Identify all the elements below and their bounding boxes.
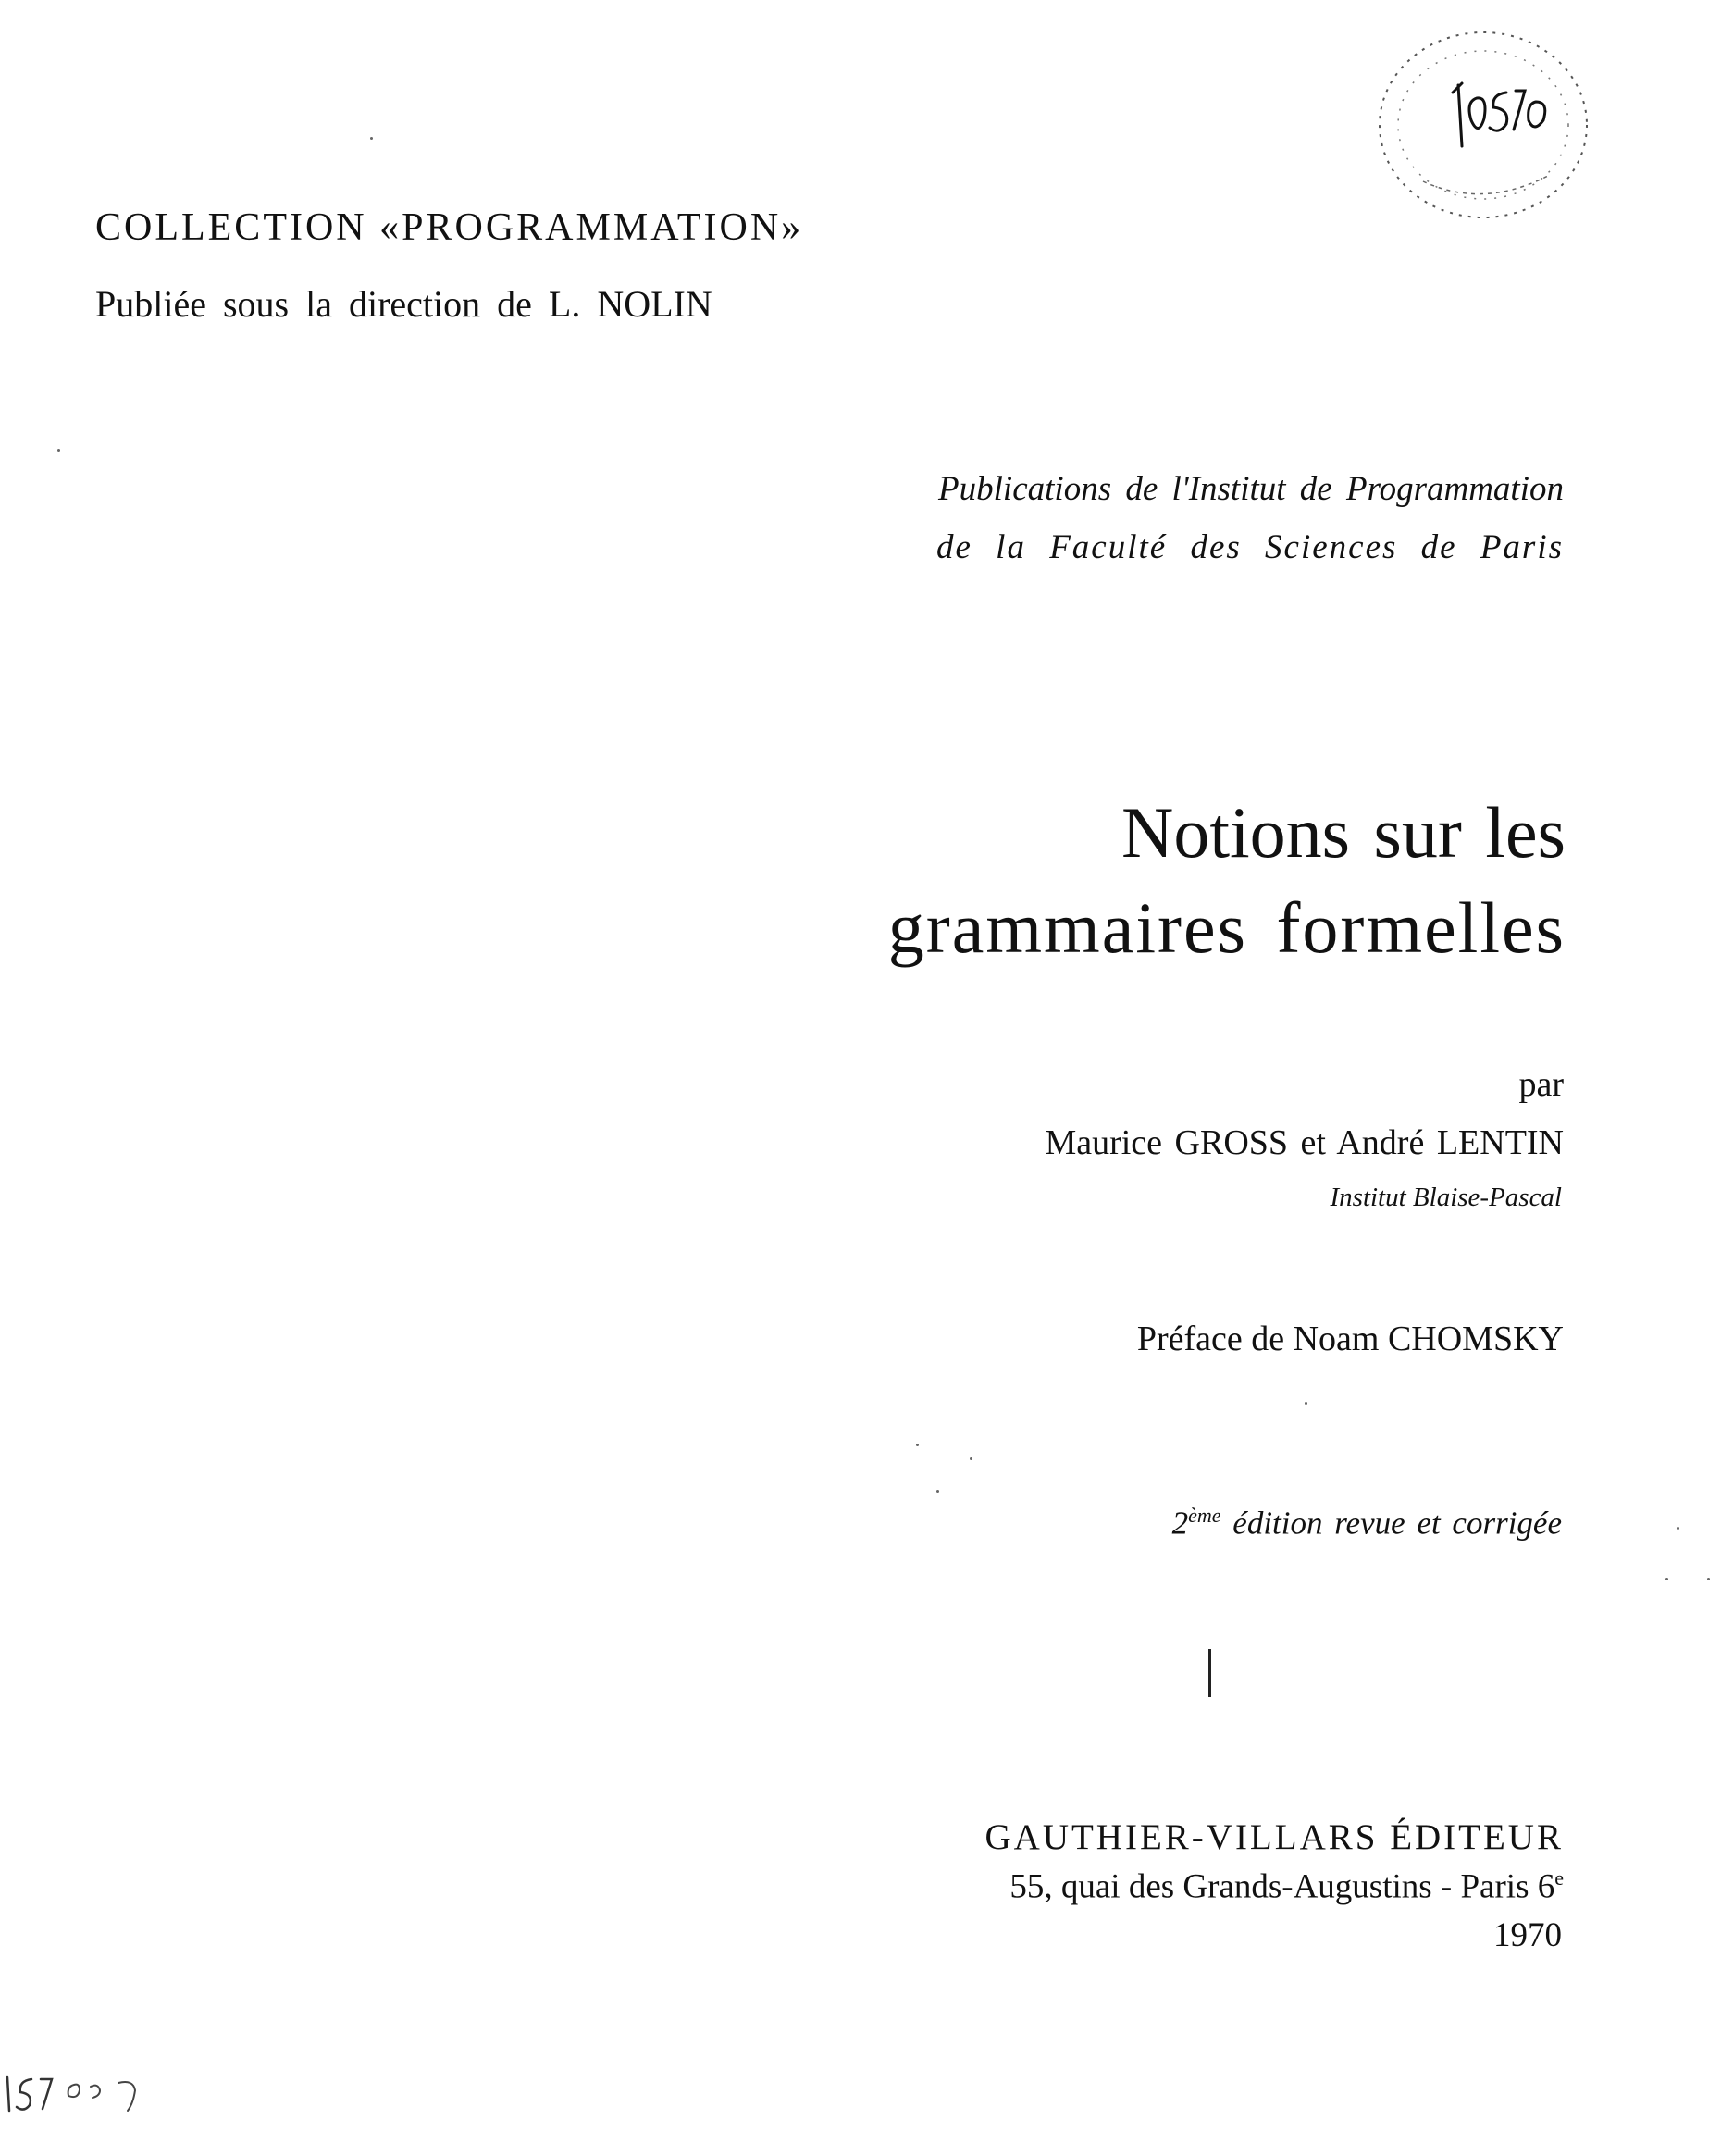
edition-statement [1172,1504,1562,1543]
scan-speck [936,1490,939,1493]
scan-speck [916,1444,919,1446]
scan-speck [57,449,60,452]
publication-year: 1970 [1493,1916,1562,1954]
edition-suffix: ème [1188,1504,1221,1527]
book-title-line-2: grammaires formelles [887,887,1566,968]
address-sup: e [1554,1866,1564,1890]
scan-speck [1707,1578,1710,1580]
address-main: 55, quai des Grands-Augustins - Paris 6 [1009,1867,1555,1906]
author-names: Maurice GROSS et André LENTIN [1045,1123,1564,1162]
scan-speck [970,1457,972,1460]
scan-speck [370,137,373,140]
institution-line-2: de la Faculté des Sciences de Paris [936,528,1564,566]
scan-speck [1305,1402,1307,1405]
publisher-address [1009,1866,1564,1906]
publisher-name: GAUTHIER-VILLARS ÉDITEUR [984,1817,1564,1857]
vertical-mark [1208,1649,1211,1697]
by-label: par [1518,1065,1564,1104]
scan-speck [1677,1527,1679,1530]
book-title-line-1: Notions sur les [1121,792,1566,873]
edition-number: 2 [1171,1505,1189,1542]
handwritten-note-icon [0,2059,167,2124]
library-stamp-icon [1368,19,1599,241]
author-affiliation: Institut Blaise-Pascal [1330,1183,1562,1212]
scan-speck [1665,1578,1668,1580]
collection-direction: Publiée sous la direction de L. NOLIN [95,283,712,325]
preface-credit: Préface de Noam CHOMSKY [1136,1320,1564,1358]
collection-line: COLLECTION «PROGRAMMATION» [95,206,804,249]
edition-text: édition revue et corrigée [1220,1505,1562,1542]
institution-line-1: Publications de l'Institut de Programmation [938,470,1564,508]
